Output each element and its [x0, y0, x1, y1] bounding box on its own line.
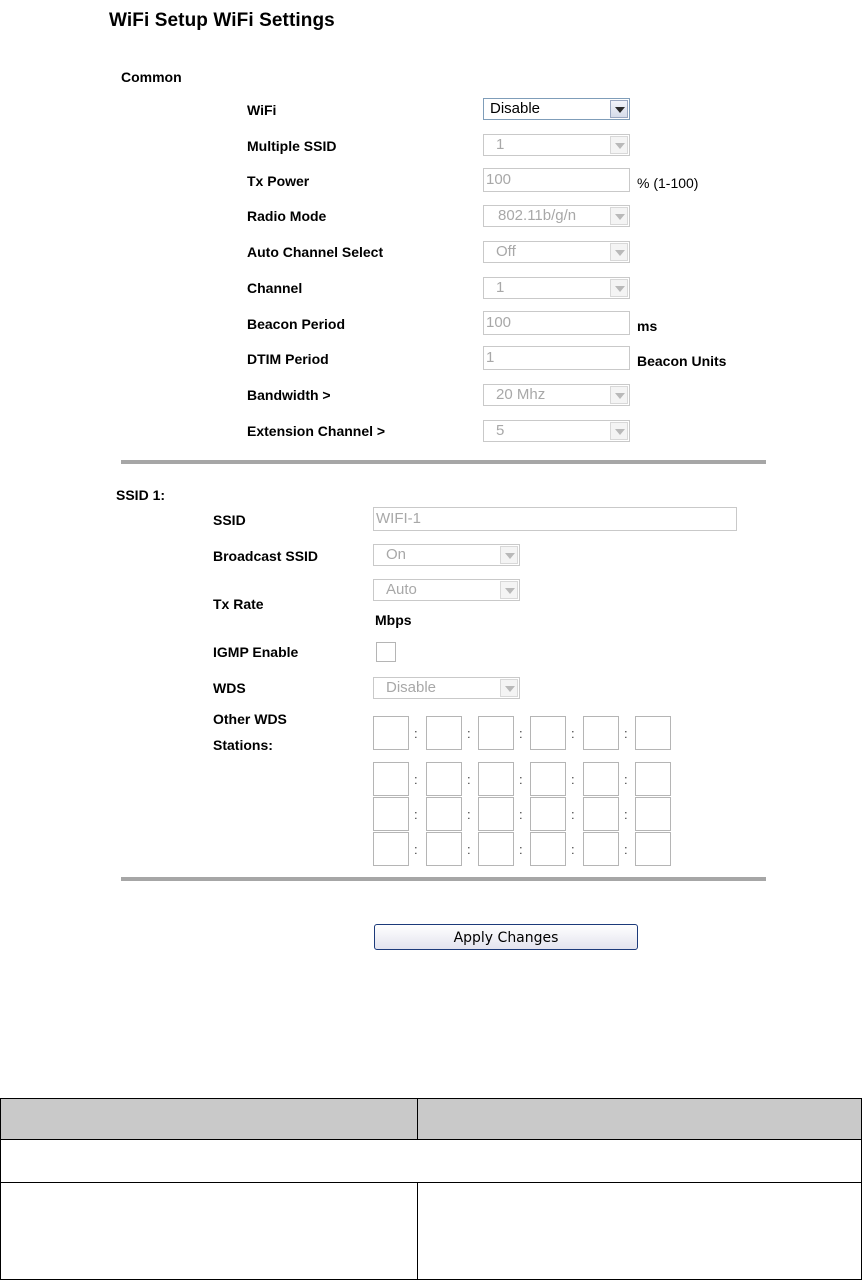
table-cell — [0, 1182, 418, 1280]
octet-separator: : — [467, 807, 471, 822]
wds-station-octet-input[interactable] — [530, 832, 566, 866]
wds-station-octet-input[interactable] — [478, 797, 514, 831]
ssid-input[interactable]: WIFI-1 — [373, 507, 737, 531]
ssid-label: SSID — [213, 512, 246, 528]
octet-separator: : — [467, 726, 471, 741]
chevron-down-icon — [610, 279, 628, 297]
octet-separator: : — [414, 842, 418, 857]
bandwidth-label: Bandwidth > — [247, 387, 331, 403]
radio-mode-select[interactable] — [483, 205, 630, 227]
octet-separator: : — [519, 807, 523, 822]
chevron-down-icon — [610, 207, 628, 225]
wds-station-octet-input[interactable] — [426, 832, 462, 866]
beacon-period-label: Beacon Period — [247, 316, 346, 332]
multiple-ssid-value: 1 — [496, 136, 505, 153]
wds-station-octet-input[interactable] — [373, 762, 409, 796]
igmp-enable-checkbox[interactable] — [376, 642, 396, 662]
wds-station-octet-input[interactable] — [635, 762, 671, 796]
bandwidth-select[interactable] — [483, 384, 630, 406]
wds-select[interactable] — [373, 677, 520, 699]
octet-separator: : — [519, 842, 523, 857]
octet-separator: : — [571, 726, 575, 741]
chevron-down-icon — [610, 386, 628, 404]
tx-power-input[interactable]: 100 — [483, 168, 630, 192]
tx-rate-label: Tx Rate — [213, 596, 264, 612]
wds-station-octet-input[interactable] — [530, 716, 566, 750]
wds-station-octet-input[interactable] — [426, 716, 462, 750]
beacon-period-input[interactable]: 100 — [483, 311, 630, 335]
table-row — [0, 1139, 862, 1183]
octet-separator: : — [467, 842, 471, 857]
wds-station-octet-input[interactable] — [583, 797, 619, 831]
broadcast-ssid-label: Broadcast SSID — [213, 548, 319, 564]
dtim-period-label: DTIM Period — [247, 351, 329, 367]
wds-station-octet-input[interactable] — [583, 716, 619, 750]
wds-station-octet-input[interactable] — [635, 797, 671, 831]
auto-channel-value: Off — [496, 243, 516, 260]
octet-separator: : — [414, 772, 418, 787]
wds-station-octet-input[interactable] — [478, 762, 514, 796]
wds-station-octet-input[interactable] — [426, 797, 462, 831]
apply-changes-button[interactable]: Apply Changes — [374, 924, 638, 950]
section-divider — [121, 877, 766, 881]
tx-power-unit: % (1-100) — [637, 175, 699, 191]
chevron-down-icon — [610, 422, 628, 440]
octet-separator: : — [624, 842, 628, 857]
radio-mode-value: 802.11b/g/n — [498, 207, 577, 224]
multiple-ssid-label: Multiple SSID — [247, 138, 337, 154]
auto-channel-label: Auto Channel Select — [247, 244, 384, 260]
wds-station-octet-input[interactable] — [426, 762, 462, 796]
wds-station-octet-input[interactable] — [583, 832, 619, 866]
dtim-period-input[interactable]: 1 — [483, 346, 630, 370]
tx-power-label: Tx Power — [247, 173, 310, 189]
wifi-select-value: Disable — [490, 100, 541, 117]
beacon-period-unit: ms — [637, 318, 658, 334]
wifi-label: WiFi — [247, 102, 277, 118]
common-heading: Common — [121, 69, 182, 85]
channel-label: Channel — [247, 280, 303, 296]
octet-separator: : — [624, 807, 628, 822]
wds-station-octet-input[interactable] — [478, 832, 514, 866]
octet-separator: : — [519, 772, 523, 787]
tx-rate-select[interactable] — [373, 579, 520, 601]
octet-separator: : — [414, 807, 418, 822]
tx-rate-value: Auto — [386, 581, 417, 598]
octet-separator: : — [624, 772, 628, 787]
wds-station-octet-input[interactable] — [583, 762, 619, 796]
section-divider — [121, 460, 766, 464]
octet-separator: : — [467, 772, 471, 787]
chevron-down-icon — [500, 546, 518, 564]
wds-value: Disable — [386, 679, 437, 696]
chevron-down-icon — [610, 136, 628, 154]
extension-channel-select[interactable] — [483, 420, 630, 442]
extension-channel-label: Extension Channel > — [247, 423, 386, 439]
other-wds-label-line1: Other WDS — [213, 711, 287, 727]
chevron-down-icon — [500, 581, 518, 599]
wds-station-octet-input[interactable] — [530, 797, 566, 831]
chevron-down-icon — [500, 679, 518, 697]
chevron-down-icon — [610, 243, 628, 261]
table-header-cell — [417, 1098, 862, 1140]
radio-mode-label: Radio Mode — [247, 208, 327, 224]
channel-select[interactable] — [483, 277, 630, 299]
bandwidth-value: 20 Mhz — [496, 386, 546, 403]
wds-station-octet-input[interactable] — [635, 832, 671, 866]
broadcast-ssid-value: On — [386, 546, 407, 563]
wds-station-octet-input[interactable] — [373, 716, 409, 750]
wds-station-octet-input[interactable] — [635, 716, 671, 750]
ssid1-heading: SSID 1: — [116, 487, 166, 503]
octet-separator: : — [571, 842, 575, 857]
extension-channel-value: 5 — [496, 422, 505, 439]
wds-station-octet-input[interactable] — [530, 762, 566, 796]
octet-separator: : — [571, 807, 575, 822]
other-wds-label-line2: Stations: — [213, 737, 273, 753]
octet-separator: : — [414, 726, 418, 741]
table-cell — [417, 1182, 862, 1280]
auto-channel-select[interactable] — [483, 241, 630, 263]
channel-value: 1 — [496, 279, 505, 296]
dtim-period-unit: Beacon Units — [637, 353, 727, 369]
wds-station-octet-input[interactable] — [478, 716, 514, 750]
broadcast-ssid-select[interactable] — [373, 544, 520, 566]
tx-rate-unit: Mbps — [375, 612, 412, 628]
multiple-ssid-select[interactable] — [483, 134, 630, 156]
igmp-enable-label: IGMP Enable — [213, 644, 299, 660]
octet-separator: : — [571, 772, 575, 787]
wifi-select[interactable] — [483, 98, 630, 120]
wds-label: WDS — [213, 680, 246, 696]
wds-station-octet-input[interactable] — [373, 797, 409, 831]
wds-station-octet-input[interactable] — [373, 832, 409, 866]
table-header-cell — [0, 1098, 418, 1140]
page-title: WiFi Setup WiFi Settings — [109, 10, 335, 31]
chevron-down-icon — [610, 100, 628, 118]
octet-separator: : — [624, 726, 628, 741]
octet-separator: : — [519, 726, 523, 741]
